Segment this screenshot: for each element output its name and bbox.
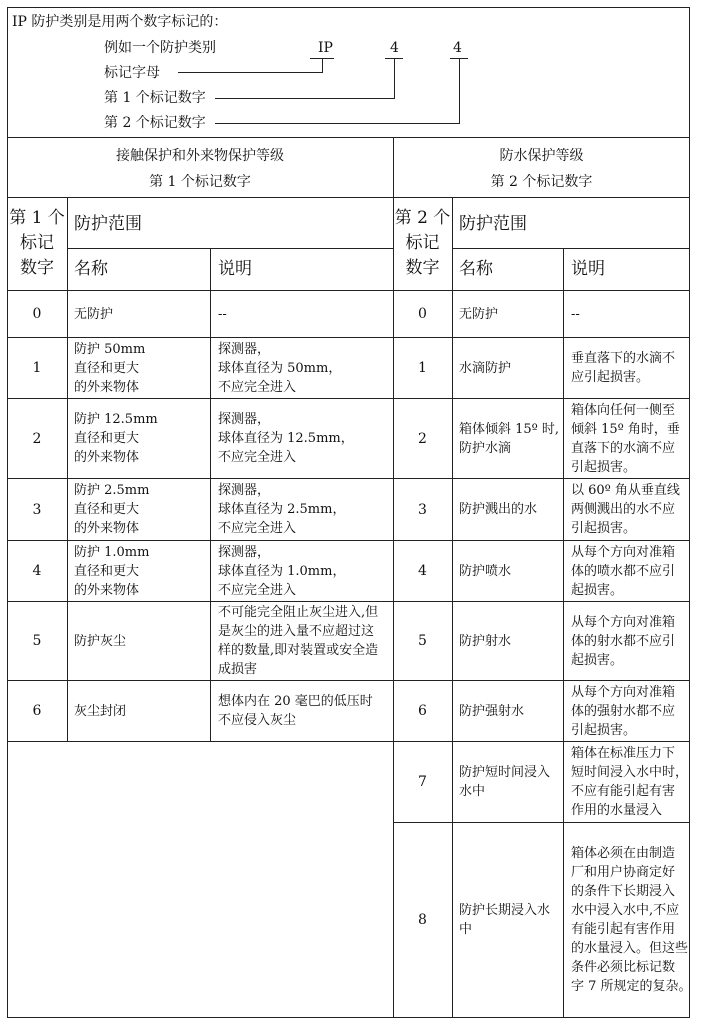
intro-title: IP 防护类别是用两个数字标记的： (12, 14, 228, 30)
leader-ip-v (322, 58, 323, 72)
right-col-digit-b: 标记 (405, 233, 440, 253)
left-row-desc: 探测器， 球体直径为 1.0mm， 不应完全进入 (218, 544, 346, 598)
intro-digit1: 4 (390, 40, 399, 56)
right-header-line2: 第 2 个标记数字 (490, 174, 593, 190)
left-row-desc: -- (218, 306, 227, 322)
right-row-digit: 3 (418, 501, 427, 518)
left-row-desc: 探测器， 球体直径为 2.5mm， 不应完全进入 (218, 483, 346, 536)
right-row-digit: 8 (418, 912, 427, 928)
leader-d1-v (394, 58, 395, 98)
left-row-name: 防护 50mm 直径和更大 的外来物体 (74, 341, 146, 395)
right-row-desc: 从每个方向对准箱 体的射水都不应引 起损害。 (571, 614, 676, 668)
right-row-desc: 箱体向任何一侧至 倾斜 15º 角时，垂 直落下的水滴不应 引起损害。 (571, 402, 680, 475)
right-row-digit: 1 (418, 360, 427, 376)
left-col-desc: 说明 (218, 259, 252, 279)
left-col-digit-a: 第 1 个 (9, 208, 65, 228)
left-row-desc: 探测器， 球体直径为 12.5mm， 不应完全进入 (218, 412, 354, 465)
intro-letters: 标记字母 (104, 65, 160, 81)
left-col-scope: 防护范围 (74, 214, 142, 234)
left-row-name: 防护 12.5mm 直径和更大 的外来物体 (74, 412, 158, 465)
intro-code: IP (318, 40, 333, 56)
grid-line (7, 137, 690, 138)
right-row-desc: 箱体必须在由制造 厂和用户协商定好 的条件下长期浸入 水中浸入水中,不应 有能引起有害作用 的水量浸入。但这些 条件必须比标记数 字 7 所规定的复杂。 (571, 846, 692, 994)
right-col-digit-a: 第 2 个 (394, 208, 451, 228)
left-header-line2: 第 1 个标记数字 (149, 174, 251, 190)
right-col-digit-c: 数字 (405, 258, 440, 278)
right-row-name: 防护长期浸入水 中 (459, 903, 551, 937)
left-row-digit: 0 (32, 306, 42, 322)
leader-d2-h (215, 123, 460, 124)
grid-line (7, 741, 393, 742)
right-row-name: 防护射水 (459, 633, 512, 649)
right-row-name: 防护强射水 (459, 703, 525, 719)
grid-line (452, 248, 690, 249)
right-row-digit: 2 (418, 430, 427, 447)
grid-line (67, 197, 68, 741)
left-row-digit: 4 (32, 563, 42, 579)
right-row-desc: 垂直落下的水滴不 应引起损害。 (571, 351, 676, 385)
left-row-name: 防护灰尘 (74, 633, 127, 649)
left-row-name: 防护 1.0mm 直径和更大 的外来物体 (74, 544, 150, 598)
grid-line (452, 197, 453, 1018)
right-row-name: 无防护 (459, 306, 499, 322)
intro-digit2: 4 (453, 40, 462, 56)
left-col-name: 名称 (74, 259, 108, 279)
right-row-desc: 从每个方向对准箱 体的强射水都不应 引起损害。 (571, 684, 676, 738)
right-row-name: 水滴防护 (459, 360, 512, 376)
right-col-desc: 说明 (571, 259, 605, 279)
left-row-digit: 2 (32, 430, 42, 447)
left-col-digit-b: 标记 (20, 233, 54, 253)
right-row-name: 防护短时间浸入 水中 (459, 765, 551, 799)
intro-second: 第 2 个标记数字 (104, 115, 206, 131)
left-row-name: 防护 2.5mm 直径和更大 的外来物体 (74, 483, 150, 536)
right-row-desc: 从每个方向对准箱 体的喷水都不应引 起损害。 (571, 544, 676, 598)
right-row-desc: -- (571, 306, 580, 322)
left-row-desc: 想体内在 20 毫巴的低压时 不应侵入灰尘 (218, 694, 373, 728)
left-header-line1: 接触保护和外来物保护等级 (116, 148, 284, 164)
leader-d1-h (215, 98, 395, 99)
right-col-scope: 防护范围 (459, 214, 527, 234)
right-header-line1: 防水保护等级 (499, 148, 584, 164)
leader-d2-v (459, 58, 460, 123)
left-row-digit: 5 (32, 633, 42, 649)
left-row-desc: 探测器， 球体直径为 50mm， 不应完全进入 (218, 341, 342, 395)
intro-first: 第 1 个标记数字 (104, 90, 206, 106)
leader-ip-h (178, 72, 323, 73)
grid-line (67, 248, 393, 249)
left-row-digit: 3 (32, 501, 42, 518)
grid-line (7, 197, 690, 198)
left-row-digit: 6 (32, 703, 42, 719)
right-row-desc: 以 60º 角从垂直线 两侧溅出的水不应 引起损害。 (571, 483, 680, 536)
right-row-digit: 7 (418, 774, 427, 790)
right-row-digit: 5 (418, 633, 427, 649)
right-row-name: 箱体倾斜 15º 时, 防护水滴 (459, 421, 560, 456)
right-row-name: 防护喷水 (459, 563, 512, 579)
right-row-digit: 6 (418, 703, 427, 719)
right-col-name: 名称 (459, 259, 493, 279)
grid-line (563, 248, 564, 1018)
right-row-desc: 箱体在标准压力下 短时间浸入水中时， 不应有能引起有害 作用的水量浸入 (571, 746, 689, 818)
left-row-name: 灰尘封闭 (74, 703, 127, 719)
left-row-desc: 不可能完全阻止灰尘进入,但 是灰尘的进入量不应超过这 样的数量,即对装置或安全造 成损害 (218, 605, 379, 677)
right-row-name: 防护溅出的水 (459, 502, 538, 517)
left-row-digit: 1 (32, 360, 42, 376)
intro-example: 例如一个防护类别 (104, 40, 216, 56)
grid-line (210, 248, 211, 741)
left-col-digit-c: 数字 (20, 258, 54, 278)
left-row-name: 无防护 (74, 306, 114, 322)
right-row-digit: 0 (418, 306, 427, 322)
right-row-digit: 4 (418, 563, 427, 579)
